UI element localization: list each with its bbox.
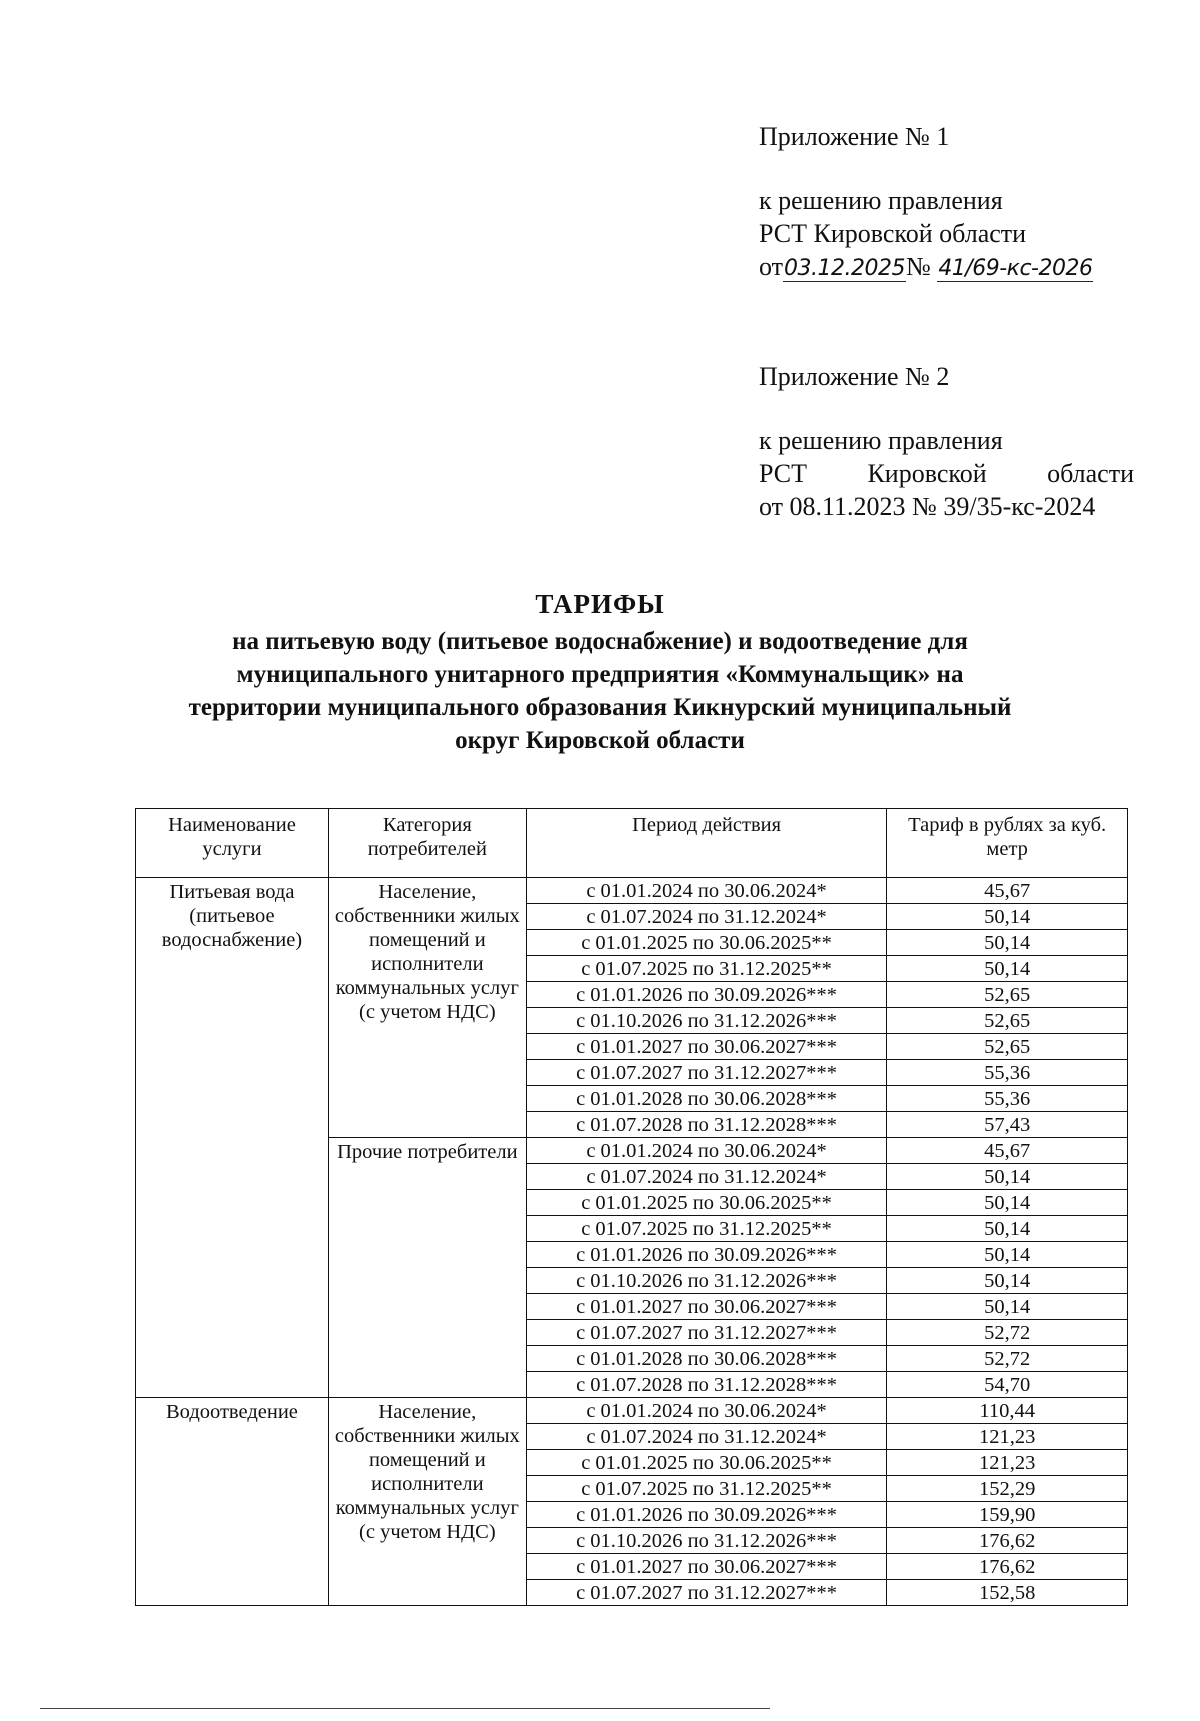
period-cell: с 01.01.2028 по 30.06.2028*** (526, 1346, 887, 1372)
header-category: Категория потребителей (328, 809, 526, 878)
tariff-value-cell: 50,14 (887, 1216, 1128, 1242)
table-row (136, 878, 1128, 904)
tariff-value-cell: 176,62 (887, 1528, 1128, 1554)
header-period: Период действия (526, 809, 887, 878)
period-cell: с 01.01.2024 по 30.06.2024* (526, 1138, 887, 1164)
period-cell: с 01.01.2025 по 30.06.2025** (526, 930, 887, 956)
tariff-value-cell: 110,44 (887, 1398, 1128, 1424)
appendix-1-number-sign: № (906, 252, 931, 281)
header-tariff: Тариф в рублях за куб. метр (887, 809, 1128, 878)
period-cell: с 01.01.2024 по 30.06.2024* (526, 878, 887, 904)
handwritten-number: 41/69-кс-2026 (938, 256, 1093, 281)
table-row (136, 1398, 1128, 1424)
consumer-category-cell: Население, собственники жилых помещений и исполнители коммунальных услуг (с учетом НДС) (328, 1398, 526, 1606)
tariff-value-cell: 55,36 (887, 1086, 1128, 1112)
appendix-1-title: Приложение № 1 (759, 122, 950, 151)
tariff-value-cell: 45,67 (887, 1138, 1128, 1164)
period-cell: с 01.07.2024 по 31.12.2024* (526, 1164, 887, 1190)
period-cell: с 01.07.2025 по 31.12.2025** (526, 1216, 887, 1242)
tariff-table-body (136, 878, 1128, 1606)
service-name-cell: Питьевая вода (питьевое водоснабжение) (136, 878, 329, 1398)
appendix-1-line-2: РСТ Кировской области (759, 219, 1027, 248)
tariff-value-cell: 52,72 (887, 1346, 1128, 1372)
period-cell: с 01.01.2026 по 30.09.2026*** (526, 982, 887, 1008)
period-cell: с 01.01.2025 по 30.06.2025** (526, 1450, 887, 1476)
tariff-value-cell: 50,14 (887, 930, 1128, 956)
tariff-value-cell: 50,14 (887, 1268, 1128, 1294)
tariff-value-cell: 50,14 (887, 904, 1128, 930)
appendix-2-line-2 (759, 457, 1134, 490)
tariff-value-cell: 159,90 (887, 1502, 1128, 1528)
document-title-block (150, 588, 1050, 757)
appendix-2-word-3: области (1047, 459, 1134, 488)
period-cell: с 01.07.2024 по 31.12.2024* (526, 1424, 887, 1450)
period-cell: с 01.01.2026 по 30.09.2026*** (526, 1502, 887, 1528)
appendix-2-line-1: к решению правления (759, 426, 1003, 455)
period-cell: с 01.07.2025 по 31.12.2025** (526, 1476, 887, 1502)
tariff-value-cell: 52,72 (887, 1320, 1128, 1346)
tariff-value-cell: 52,65 (887, 982, 1128, 1008)
period-cell: с 01.10.2026 по 31.12.2026*** (526, 1528, 887, 1554)
document-subtitle-line-3: территории муниципального образования Кикнурский муниципальный (188, 694, 1012, 721)
appendix-2-line-3: от 08.11.2023 № 39/35-кс-2024 (759, 492, 1096, 521)
period-cell: с 01.07.2027 по 31.12.2027*** (526, 1320, 887, 1346)
period-cell: с 01.01.2027 по 30.06.2027*** (526, 1034, 887, 1060)
tariff-value-cell: 57,43 (887, 1112, 1128, 1138)
tariff-value-cell: 54,70 (887, 1372, 1128, 1398)
tariff-value-cell: 45,67 (887, 878, 1128, 904)
appendix-2-title: Приложение № 2 (759, 362, 950, 391)
appendix-2-word-1: РСТ (759, 459, 808, 488)
handwritten-date: 03.12.2025 (784, 256, 905, 281)
tariff-value-cell: 50,14 (887, 1164, 1128, 1190)
period-cell: с 01.01.2027 по 30.06.2027*** (526, 1554, 887, 1580)
tariff-value-cell: 152,29 (887, 1476, 1128, 1502)
document-subtitle-line-4: округ Кировской области (455, 727, 745, 754)
period-cell: с 01.01.2024 по 30.06.2024* (526, 1398, 887, 1424)
tariff-value-cell: 50,14 (887, 1190, 1128, 1216)
document-title: ТАРИФЫ (535, 589, 665, 619)
tariff-value-cell: 52,65 (887, 1008, 1128, 1034)
tariff-value-cell: 50,14 (887, 1242, 1128, 1268)
period-cell: с 01.07.2025 по 31.12.2025** (526, 956, 887, 982)
appendix-1-line-1: к решению правления (759, 186, 1003, 215)
consumer-category-cell: Прочие потребители (328, 1138, 526, 1398)
period-cell: с 01.07.2028 по 31.12.2028*** (526, 1112, 887, 1138)
period-cell: с 01.01.2027 по 30.06.2027*** (526, 1294, 887, 1320)
tariff-value-cell: 121,23 (887, 1450, 1128, 1476)
appendix-1-decision-ref (759, 250, 1139, 283)
tariff-value-cell: 50,14 (887, 956, 1128, 982)
appendix-1-block (759, 120, 1139, 283)
period-cell: с 01.07.2028 по 31.12.2028*** (526, 1372, 887, 1398)
period-cell: с 01.07.2027 по 31.12.2027*** (526, 1060, 887, 1086)
document-subtitle-line-1: на питьевую воду (питьевое водоснабжение) и водоотведение для (232, 628, 968, 655)
period-cell: с 01.10.2026 по 31.12.2026*** (526, 1268, 887, 1294)
appendix-1-from-prefix: от (759, 252, 784, 281)
period-cell: с 01.01.2028 по 30.06.2028*** (526, 1086, 887, 1112)
period-cell: с 01.01.2026 по 30.09.2026*** (526, 1242, 887, 1268)
header-service: Наименование услуги (136, 809, 329, 878)
document-subtitle-line-2: муниципального унитарного предприятия «Коммунальщик» на (236, 661, 964, 688)
tariff-value-cell: 55,36 (887, 1060, 1128, 1086)
service-name-cell: Водоотведение (136, 1398, 329, 1606)
tariff-table (135, 808, 1128, 1606)
tariff-value-cell: 176,62 (887, 1554, 1128, 1580)
appendix-2-word-2: Кировской (867, 459, 987, 488)
period-cell: с 01.07.2027 по 31.12.2027*** (526, 1580, 887, 1606)
consumer-category-cell: Население, собственники жилых помещений и исполнители коммунальных услуг (с учетом НДС) (328, 878, 526, 1138)
table-header-row (136, 809, 1128, 878)
appendix-2-block (759, 360, 1139, 523)
page-bottom-divider (40, 1708, 770, 1709)
period-cell: с 01.07.2024 по 31.12.2024* (526, 904, 887, 930)
tariff-value-cell: 50,14 (887, 1294, 1128, 1320)
tariff-value-cell: 121,23 (887, 1424, 1128, 1450)
tariff-value-cell: 152,58 (887, 1580, 1128, 1606)
period-cell: с 01.01.2025 по 30.06.2025** (526, 1190, 887, 1216)
tariff-value-cell: 52,65 (887, 1034, 1128, 1060)
period-cell: с 01.10.2026 по 31.12.2026*** (526, 1008, 887, 1034)
